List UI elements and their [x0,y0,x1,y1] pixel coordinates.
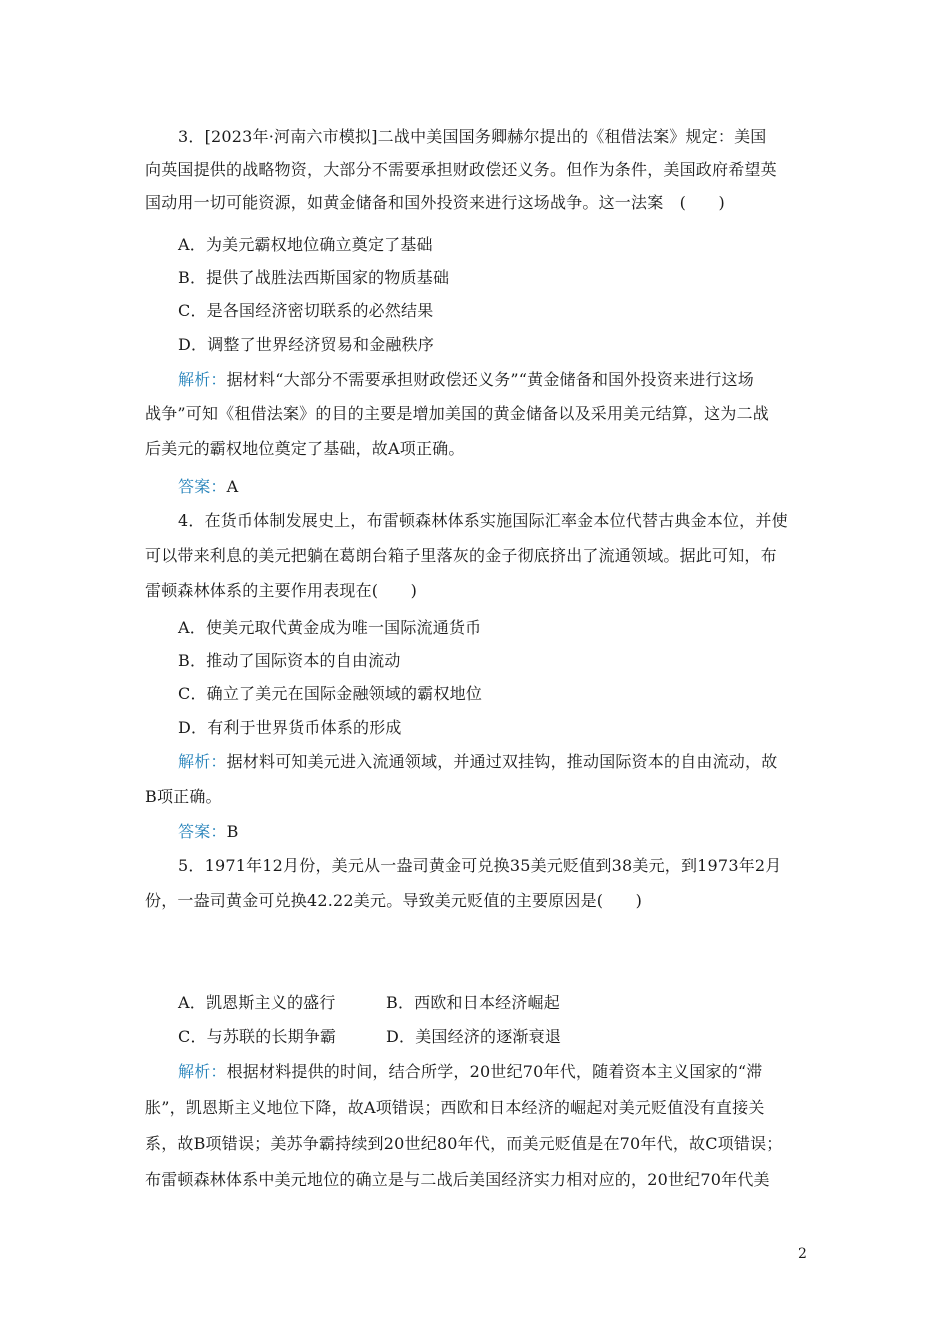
q4-stem-line-2: 可以带来利息的美元把躺在葛朗台箱子里落灰的金子彻底挤出了流通领域。据此可知，布 [145,546,777,565]
q3-analysis-text-1: 据材料“大部分不需要承担财政偿还义务”“黄金储备和国外投资来进行这场 [226,370,754,389]
q5-option-d: D．美国经济的逐渐衰退 [386,1027,562,1046]
q3-option-a: A．为美元霸权地位确立奠定了基础 [178,235,433,254]
q3-analysis-line-3: 后美元的霸权地位奠定了基础，故A项正确。 [145,439,465,458]
q3-stem-line-2: 向英国提供的战略物资，大部分不需要承担财政偿还义务。但作为条件，美国政府希望英 [145,160,777,179]
q3-stem-line-3: 国动用一切可能资源，如黄金储备和国外投资来进行这场战争。这一法案 ( ) [145,193,725,212]
q5-analysis-line-4: 布雷顿森林体系中美元地位的确立是与二战后美国经济实力相对应的，20世纪70年代美 [145,1170,770,1189]
q4-stem-line-3: 雷顿森林体系的主要作用表现在( ) [145,581,418,600]
q3-stem-line-1: 3．[2023年·河南六市模拟]二战中美国国务卿赫尔提出的《租借法案》规定：美国 [178,127,767,146]
q3-analysis-label: 解析： [178,370,227,389]
q4-analysis-label: 解析： [178,752,227,771]
q4-option-b: B．推动了国际资本的自由流动 [178,651,401,670]
q3-answer [178,477,843,497]
q5-analysis-line-1 [178,1062,843,1082]
q4-option-c: C．确立了美元在国际金融领域的霸权地位 [178,684,483,703]
q4-answer [178,822,843,842]
q3-answer-label: 答案： [178,477,227,496]
q4-answer-label: 答案： [178,822,227,841]
q4-analysis-text-1: 据材料可知美元进入流通领域，并通过双挂钩，推动国际资本的自由流动，故 [226,752,778,771]
q5-analysis-label: 解析： [178,1062,227,1081]
q3-analysis-line-2: 战争”可知《租借法案》的目的主要是增加美国的黄金储备以及采用美元结算，这为二战 [145,404,769,423]
q5-analysis-line-2: 胀”，凯恩斯主义地位下降，故A项错误；西欧和日本经济的崛起对美元贬值没有直接关 [145,1098,765,1117]
q3-option-d: D．调整了世界经济贸易和金融秩序 [178,335,435,354]
q4-answer-value: B [226,822,239,841]
q5-option-c: C．与苏联的长期争霸 [178,1027,337,1046]
q5-option-a: A．凯恩斯主义的盛行 [178,993,336,1012]
q5-options-row-1 [178,993,843,1013]
q5-option-b: B．西欧和日本经济崛起 [386,993,560,1012]
q4-analysis-line-2: B项正确。 [145,787,222,806]
q4-option-a: A．使美元取代黄金成为唯一国际流通货币 [178,618,482,637]
q3-answer-value: A [226,477,239,496]
q5-stem-line-2: 份，一盎司黄金可兑换42.22美元。导致美元贬值的主要原因是( ) [145,891,643,910]
q5-stem-line-1: 5．1971年12月份，美元从一盎司黄金可兑换35美元贬值到38美元，到1973年2月 [178,856,782,875]
q3-option-b: B．提供了战胜法西斯国家的物质基础 [178,268,450,287]
q3-option-c: C．是各国经济密切联系的必然结果 [178,301,434,320]
page-number: 2 [798,1246,807,1262]
q4-stem-line-1: 4．在货币体制发展史上，布雷顿森林体系实施国际汇率金本位代替古典金本位，并使 [178,511,788,530]
q5-options-row-2 [178,1027,843,1047]
q4-option-d: D．有利于世界货币体系的形成 [178,718,402,737]
q4-analysis-line-1 [178,752,843,772]
q3-analysis-line-1 [178,370,843,390]
q5-analysis-line-3: 系，故B项错误；美苏争霸持续到20世纪80年代，而美元贬值是在70年代，故C项错误； [145,1134,783,1153]
q5-analysis-text-1: 根据材料提供的时间，结合所学，20世纪70年代，随着资本主义国家的“滞 [226,1062,763,1081]
